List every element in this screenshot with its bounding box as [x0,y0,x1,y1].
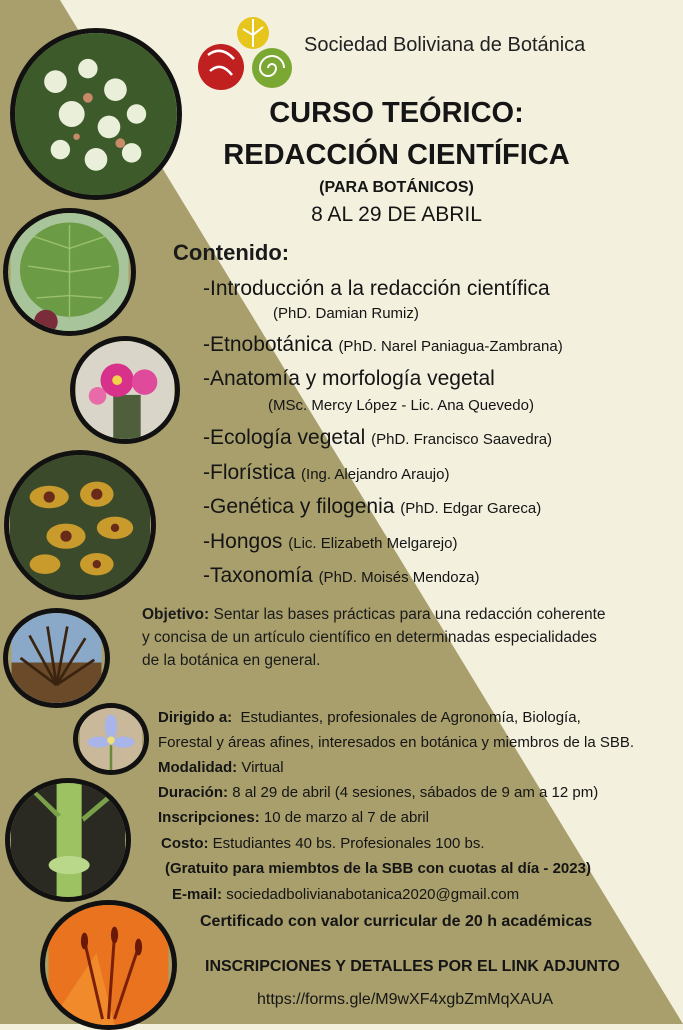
topic-6: -Genética y filogenia (PhD. Edgar Gareca) [203,495,542,518]
dirigido-line-2: Forestal y áreas afines, interesados en botánica y miembros de la SBB. [158,734,635,751]
title-line-1: CURSO TEÓRICO: [269,97,524,129]
inscripciones-dates: Inscripciones: 10 de marzo al 7 de abril [158,809,429,826]
topic-3-speaker: (MSc. Mercy López - Lic. Ana Quevedo) [268,397,534,414]
email: E-mail: sociedadbolivianabotanica2020@gmail.com [172,886,520,903]
topic-3: -Anatomía y morfología vegetal [203,367,495,390]
sbb-logo [198,15,294,95]
duracion: Duración: 8 al 29 de abril (4 sesiones, sábados de 9 am a 12 pm) [158,784,599,801]
plant-photo-lily [40,900,177,1030]
objetivo-block: Objetivo: Sentar las bases prácticas para una redacción coherente y concisa de un artículo científico en determinadas especialidades de la botánica en general. [142,606,606,669]
topic-8: -Taxonomía (PhD. Moisés Mendoza) [203,564,480,587]
form-link[interactable]: https://forms.gle/M9wXF4xgbZmMqXAUA [257,991,554,1008]
topic-1: -Introducción a la redacción científica [203,277,550,300]
plant-photo-small-flower [73,703,149,775]
plant-photo-leaf [3,208,136,336]
contenido-heading: Contenido: [173,240,290,265]
plant-photo-spines [3,608,110,708]
subtitle: (PARA BOTÁNICOS) [319,179,474,196]
topic-4: -Ecología vegetal (PhD. Francisco Saavedra) [203,426,553,449]
gratuito-note: (Gratuito para miembtos de la SBB con cuotas al día - 2023) [165,860,591,877]
inscripciones-cta: INSCRIPCIONES Y DETALLES POR EL LINK ADJUNTO [205,958,620,975]
certificado-note: Certificado con valor curricular de 20 h académicas [200,913,593,930]
title-line-2: REDACCIÓN CIENTÍFICA [223,139,570,171]
costo: Costo: Estudiantes 40 bs. Profesionales 100 bs. [161,835,485,852]
dirigido-line-1: Dirigido a: Estudiantes, profesionales de Agronomía, Biología, [158,709,581,726]
topic-1-speaker: (PhD. Damian Rumiz) [273,305,419,322]
organization-name: Sociedad Boliviana de Botánica [304,34,586,56]
plant-photo-orchid [4,450,156,600]
objetivo-label: Objetivo: [142,606,210,623]
topic-7: -Hongos (Lic. Elizabeth Melgarejo) [203,530,458,553]
modalidad: Modalidad: Virtual [158,759,284,776]
plant-photo-stem [5,778,131,902]
email-link[interactable]: sociedadbolivianabotanica2020@gmail.com [226,886,520,903]
topic-2: -Etnobotánica (PhD. Narel Paniagua-Zambrana) [203,333,563,356]
plant-photo-cactus-flower [70,336,180,444]
course-dates: 8 AL 29 DE ABRIL [311,203,482,226]
topic-5: -Florística (Ing. Alejandro Araujo) [203,461,450,484]
